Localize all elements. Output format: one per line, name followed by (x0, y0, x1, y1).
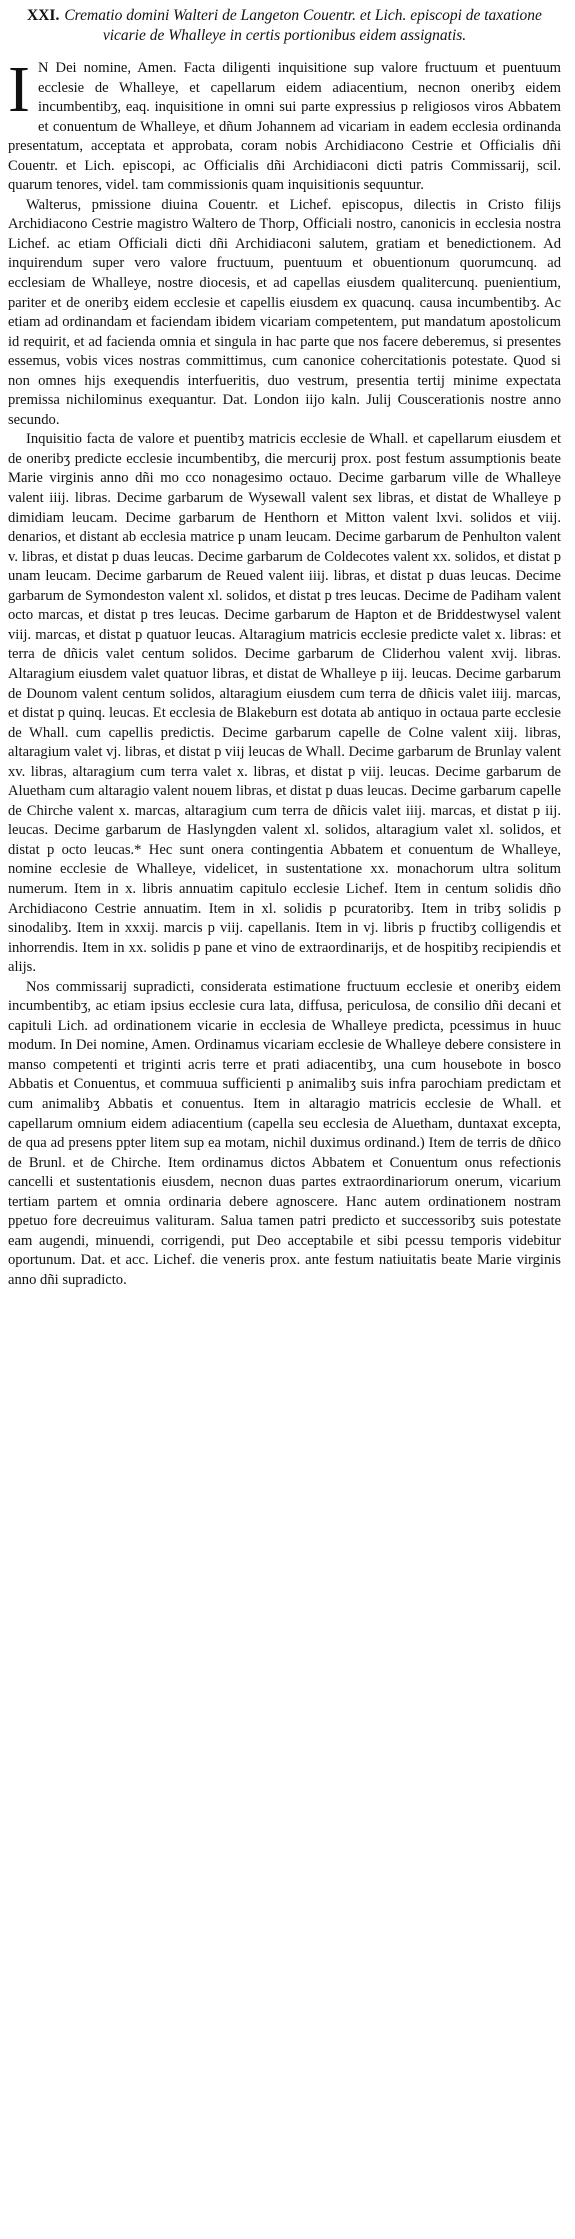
paragraph-text: N Dei nomine, Amen. Facta diligenti inquisitione sup valore fructuum et puentuum ecclesie de Whalleye, et capellarum eidem adiacentium, necnon oneribʒ eidem incumbentibʒ, eaq. inquisitione in omni sui parte expressius p religiosos viros Abbatem et conuentum de Whalleye, et dñum Johannem ad vicariam in eadem ecclesia ordinanda presentatum, acceptata et approbata, coram nobis Archidiacono Cestrie et Officialis dñi Couentr. et Lich. episcopi, ac Officialis dñi Archidiaconi dicti patris Commissarij, scil. quarum tenores, videl. tam commissionis quam inquisitionis sequuntur. (8, 60, 561, 194)
paragraph-text: Inquisitio facta de valore et puentibʒ matricis ecclesie de Whall. et capellarum eiusdem et de oneribʒ predicte ecclesie incumbentibʒ, die mercurij prox. post festum assumptionis beate Marie virginis anno dñi mo cco nonagesimo octauo. Decime garbarum ville de Whalleye valent iiij. libras. Decime garbarum de Wysewall valent sex libras, et distat de Whalleye p dimidiam leucam. Decime garbarum de Henthorn et Mitton valent lxvi. solidos et viij. denarios, et distant ab ecclesia matrice p unam leucam. Decime garbarum de Penhulton valent v. libras, et distat p duas leucas. Decime garbarum de Coldecotes valent xx. solidos, et distat p unam leucam. Decime garbarum de Reued valent iiij. libras, et distat p duas leucas. Decime garbarum de Symondeston valent xl. solidos, et distat p tres leucas. Decime de Padiham valent octo marcas, et distat p tres leucas. Decime garbarum de Hapton et de Briddestwysel valent viij. marcas, et distat p quatuor leucas. Altaragium matricis ecclesie predicte valet x. libras: et terra de dñicis valet centum solidos. Decime garbarum de Cliderhou valent xvij. libras. Altaragium eiusdem valet quatuor libras, et distat de Whalleye p iij. leucas. Decime garbarum de Dounom valent centum solidos, altaragium eiusdem cum terra de dñicis valet iiij. marcas, et distat p quinq. leucas. Et ecclesia de Blakeburn est dotata ab antiquo in octaua parte ecclesie de Whall. cum capellis predictis. Decime garbarum capelle de Colne valent xiij. libras, altaragium valet vj. libras, et distat p viij leucas de Whall. Decime garbarum de Brunlay valent xv. libras, altaragium cum terra valet x. libras, et distat p viij. leucas. Decime garbarum de Aluetham cum altaragio valent nouem libras, et distat p duas leucas. Decime garbarum capelle de Chirche valent x. marcas, altaragium cum terra de dñicis valet iiij. marcas, et distat p iij. leucas. Decime garbarum de Haslyngden valent xl. solidos, altaragium valet xl. solidos, et distat p octo leucas.* Hec sunt onera contingentia Abbatem et conuentum de Whalleye, nomine ecclesie de Whalleye, videlicet, in sustentatione xx. monachorum ultra solitum numerum. Item in x. libris annuatim capitulo ecclesie Lichef. Item in centum solidis dño Archidiacono Cestrie annuatim. Item in xl. solidis p pcuratoribʒ. Item in tribʒ solidis p sinodalibʒ. Item in xxxij. marcis p viij. capellanis. Item in vj. libris p fructibʒ colligendis et inhorrendis. Item in xx. solidis p pane et vino de extraordinarijs, et de hospitibʒ recipiendis et alijs. (8, 431, 561, 976)
paragraph-3 (8, 430, 561, 977)
paragraph-1 (8, 53, 561, 196)
paragraph-text: Walterus, pmissione diuina Couentr. et Lichef. episcopus, dilectis in Cristo filijs Archidiacono Cestrie magistro Waltero de Thorp, Officiali nostro, canonicis in ecclesia nostra Lichef. ac etiam Officiali dicti dñi Archidiaconi salutem, gratiam et benedictionem. Ad inquirendum super vero valore fructuum, puentuum et obuentionum quorumcunq. ad ecclesiam de Whalleye, nostre diocesis, et ad capellas eiusdem qualitercunq. puenientium, pariter et de oneribʒ eidem ecclesie et capellis eiusdem ex quacunq. causa incumbentibʒ. Ac etiam ad ordinandam et faciendam ibidem vicariam competentem, put mandatum apostolicum id requirit, et ad facienda omnia et singula in hac parte que nos facere deberemus, si presentes essemus, vobis vices nostras committimus, cum canonice cohercitationis potestate. Quod si non omnes hijs exequendis interfueritis, duo vestrum, presentia tertij minime expectata premissa nichilominus exequantur. Dat. London iijo kaln. Julij Couscerationis nostre anno secundo. (8, 196, 561, 428)
section-title: Crematio domini Walteri de Langeton Couentr. et Lich. episcopi de taxatione vicarie de Whalleye in certis portionibus eidem assignatis. (64, 7, 542, 44)
paragraph-2 (8, 196, 561, 431)
drop-cap-initial: I (8, 53, 30, 126)
paragraph-text: Nos commissarij supradicti, considerata estimatione fructuum ecclesie et oneribʒ eidem incumbentibʒ, ac etiam ipsius ecclesie cura lata, diffusa, periculosa, de consilio dñi decani et capituli Lich. ad ordinationem vicarie in ecclesia de Whalleye predicta, pcessimus in huuc modum. In Dei nomine, Amen. Ordinamus vicariam ecclesie de Whalleye debere consistere in manso competenti et triginti acris terre et prati adiacentibʒ, una cum housebote in bosco Abbatis et Conuentus, et commuua sufficienti p animalibʒ suis infra parochiam predictam et cum animalibʒ Abbatis et conuentus. Item in altaragio matricis ecclesie de Whall. et capellarum omnium eidem adiacentium (capella seu ecclesia de Aluetham, duntaxat excepta, de qua ad presens ppter litem sup ea motam, nichil duximus ordinand.) Item de terris de dñico de Brunl. et de Chirche. Item ordinamus dictos Abbatem et Conuentum onus refectionis cancelli et sustentationis eiusdem, necnon duas partes extraordinariorum onerum, vicarium tertiam partem et omnia ordinaria debere agnoscere. Hanc autem ordinationem nostram ppetuo fore decreuimus valituram. Salua tamen patri predicto et successoribʒ suis potestate eam augendi, minuendi, corrigendi, put Deo acceptabile et sibi pcessu temporis videbitur oportunum. Dat. et acc. Lichef. die veneris prox. ante festum natiuitatis beate Marie virginis anno dñi supradicto. (8, 978, 561, 1288)
section-heading (8, 6, 561, 45)
section-number: XXI. (27, 7, 60, 24)
paragraph-4 (8, 978, 561, 1291)
